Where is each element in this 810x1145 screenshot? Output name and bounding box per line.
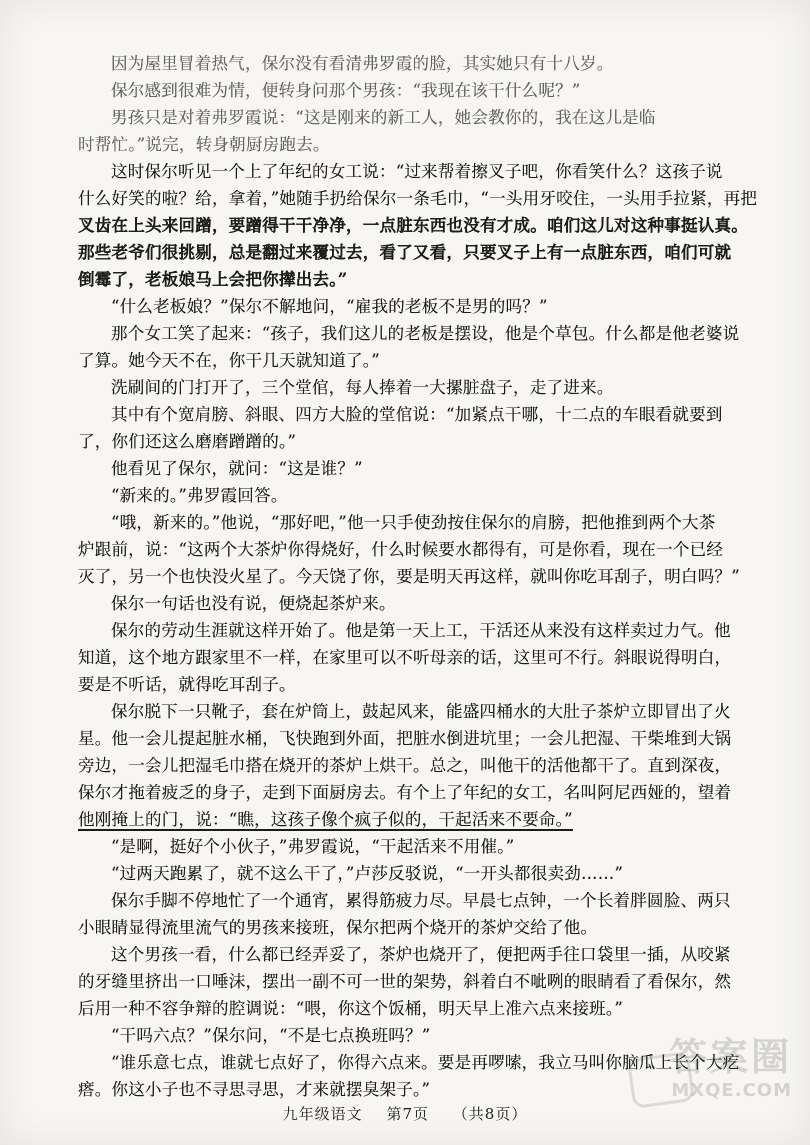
passage-line: 倒霉了，老板娘马上会把你撵出去。” xyxy=(78,270,348,289)
passage-line: 知道，这个地方跟家里不一样，在家里可以不听母亲的话，这里可不行。斜眼说得明白， xyxy=(78,648,732,667)
passage-line: 星。他一会儿提起脏水桶，飞快跑到外面，把脏水倒进坑里；一会儿把湿、干柴堆到大锅 xyxy=(78,729,732,748)
passage-line: 灭了，另一个也快没火星了。今天饶了你，要是明天再这样，就叫你吃耳刮子，明白吗？” xyxy=(78,567,740,586)
watermark-logo-shape xyxy=(627,1051,695,1109)
passage-line: “干吗六点？”保尔问，“不是七点换班吗？” xyxy=(111,1026,431,1045)
passage-lines xyxy=(78,50,762,1103)
passage-line: 男孩只是对着弗罗霞说：“这是刚来的新工人，她会教你的，我在这儿是临 xyxy=(111,108,656,127)
passage-line: 小眼睛显得流里流气的男孩来接班，保尔把两个烧开的茶炉交给了他。 xyxy=(78,918,598,937)
passage-line: 他刚掩上的门，说：“瞧，这孩子像个疯子似的，干起活来不要命。” xyxy=(78,810,573,829)
passage-line: 因为屋里冒着热气，保尔没有看清弗罗霞的脸，其实她只有十八岁。 xyxy=(111,54,614,73)
passage-line: 保尔感到很难为情，便转身问那个男孩：“我现在该干什么呢？” xyxy=(111,81,581,100)
passage-line: 其中有个宽肩膀、斜眼、四方大脸的堂倌说：“加紧点干哪，十二点的车眼看就要到 xyxy=(111,405,723,424)
passage-line: 这时保尔听见一个上了年纪的女工说：“过来帮着擦叉子吧，你看笑什么？这孩子说 xyxy=(111,162,723,181)
passage-line: 洗刷间的门打开了，三个堂倌，每人捧着一大摞脏盘子，走了进来。 xyxy=(111,378,614,397)
passage-line: 那个女工笑了起来：“孩子，我们这儿的老板是摆设，他是个草包。什么都是他老婆说 xyxy=(111,324,740,343)
passage-line: 瘩。你这小子也不寻思寻思，才来就摆臭架子。” xyxy=(78,1080,431,1099)
passage-line: 后用一种不容争辩的腔调说：“喂，你这个饭桶，明天早上准六点来接班。” xyxy=(78,999,624,1018)
footer-subject: 九年级语文 xyxy=(282,1105,363,1123)
passage-line: 他看见了保尔，就问：“这是谁？” xyxy=(111,459,363,478)
passage-line: 的牙缝里挤出一口唾沫，摆出一副不可一世的架势，斜着白不呲咧的眼睛看了看保尔，然 xyxy=(78,972,732,991)
passage-line: 什么好笑的啦？给，拿着，”她随手扔给保尔一条毛巾，“一头用牙咬住，一头用手拉紧，再把 xyxy=(78,189,758,208)
watermark-main-text: 答案圈 xyxy=(668,1035,792,1079)
passage-line: 时帮忙。”说完，转身朝厨房跑去。 xyxy=(78,135,330,154)
passage-line: 保尔手脚不停地忙了一个通宵，累得筋疲力尽。早晨七点钟，一个长着胖圆脸、两只 xyxy=(111,891,731,910)
passage-line: “过两天跑累了，就不这么干了，”卢莎反驳说，“一开头都很卖劲……” xyxy=(111,864,624,883)
passage-line: “新来的。”弗罗霞回答。 xyxy=(111,486,288,505)
passage-line: “谁乐意七点，谁就七点好了，你得六点来。要是再啰嗦，我立马叫你脑瓜上长个大疙 xyxy=(111,1053,740,1072)
passage-line: 保尔才拖着疲乏的身子，走到下面厨房去。有个上了年纪的女工，名叫阿尼西娅的，望着 xyxy=(78,783,732,802)
passage-line: 保尔的劳动生涯就这样开始了。他是第一天上工，干活还从来没有这样卖过力气。他 xyxy=(111,621,731,640)
passage-line: “什么老板娘？”保尔不解地问，“雇我的老板不是男的吗？” xyxy=(111,297,548,316)
passage-line: 了，你们还这么磨磨蹭蹭的。” xyxy=(78,432,297,451)
watermark-site-text: MXQE.COM xyxy=(671,1080,792,1101)
page-footer xyxy=(0,1104,810,1124)
passage-line: 保尔脱下一只靴子，套在炉筒上，鼓起风来，能盛四桶水的大肚子茶炉立即冒出了火 xyxy=(111,702,731,721)
passage-line: 这个男孩一看，什么都已经弄妥了，茶炉也烧开了，便把两手往口袋里一插，从咬紧 xyxy=(111,945,731,964)
passage-line: 叉齿在上头来回蹭，要蹭得干干净净，一点脏东西也没有才成。咱们这儿对这种事挺认真。 xyxy=(78,216,748,235)
passage-line: “是啊，挺好个小伙子，”弗罗霞说，“干起活来不用催。” xyxy=(111,837,515,856)
passage-line: 要是不听话，就得吃耳刮子。 xyxy=(78,675,296,694)
passage-line: 了算。她今天不在，你干几天就知道了。” xyxy=(78,351,380,370)
passage-line: 那些老爷们很挑剔，总是翻过来覆过去，看了又看，只要叉子上有一点脏东西，咱们可就 xyxy=(78,243,732,262)
footer-total-pages: （共8页） xyxy=(452,1105,528,1123)
footer-page-number: 第7页 xyxy=(386,1105,429,1123)
passage-line: 炉跟前，说：“这两个大茶炉你得烧好，什么时候要水都得有，可是你看，现在一个已经 xyxy=(78,540,724,559)
passage-line: 旁边，一会儿把湿毛巾搭在烧开的茶炉上烘干。总之，叫他干的活他都干了。直到深夜， xyxy=(78,756,732,775)
passage-line: “哦，新来的。”他说，“那好吧，”他一只手使劲按住保尔的肩膀，把他推到两个大茶 xyxy=(111,513,716,532)
passage-line: 保尔一句话也没有说，便烧起茶炉来。 xyxy=(111,594,396,613)
